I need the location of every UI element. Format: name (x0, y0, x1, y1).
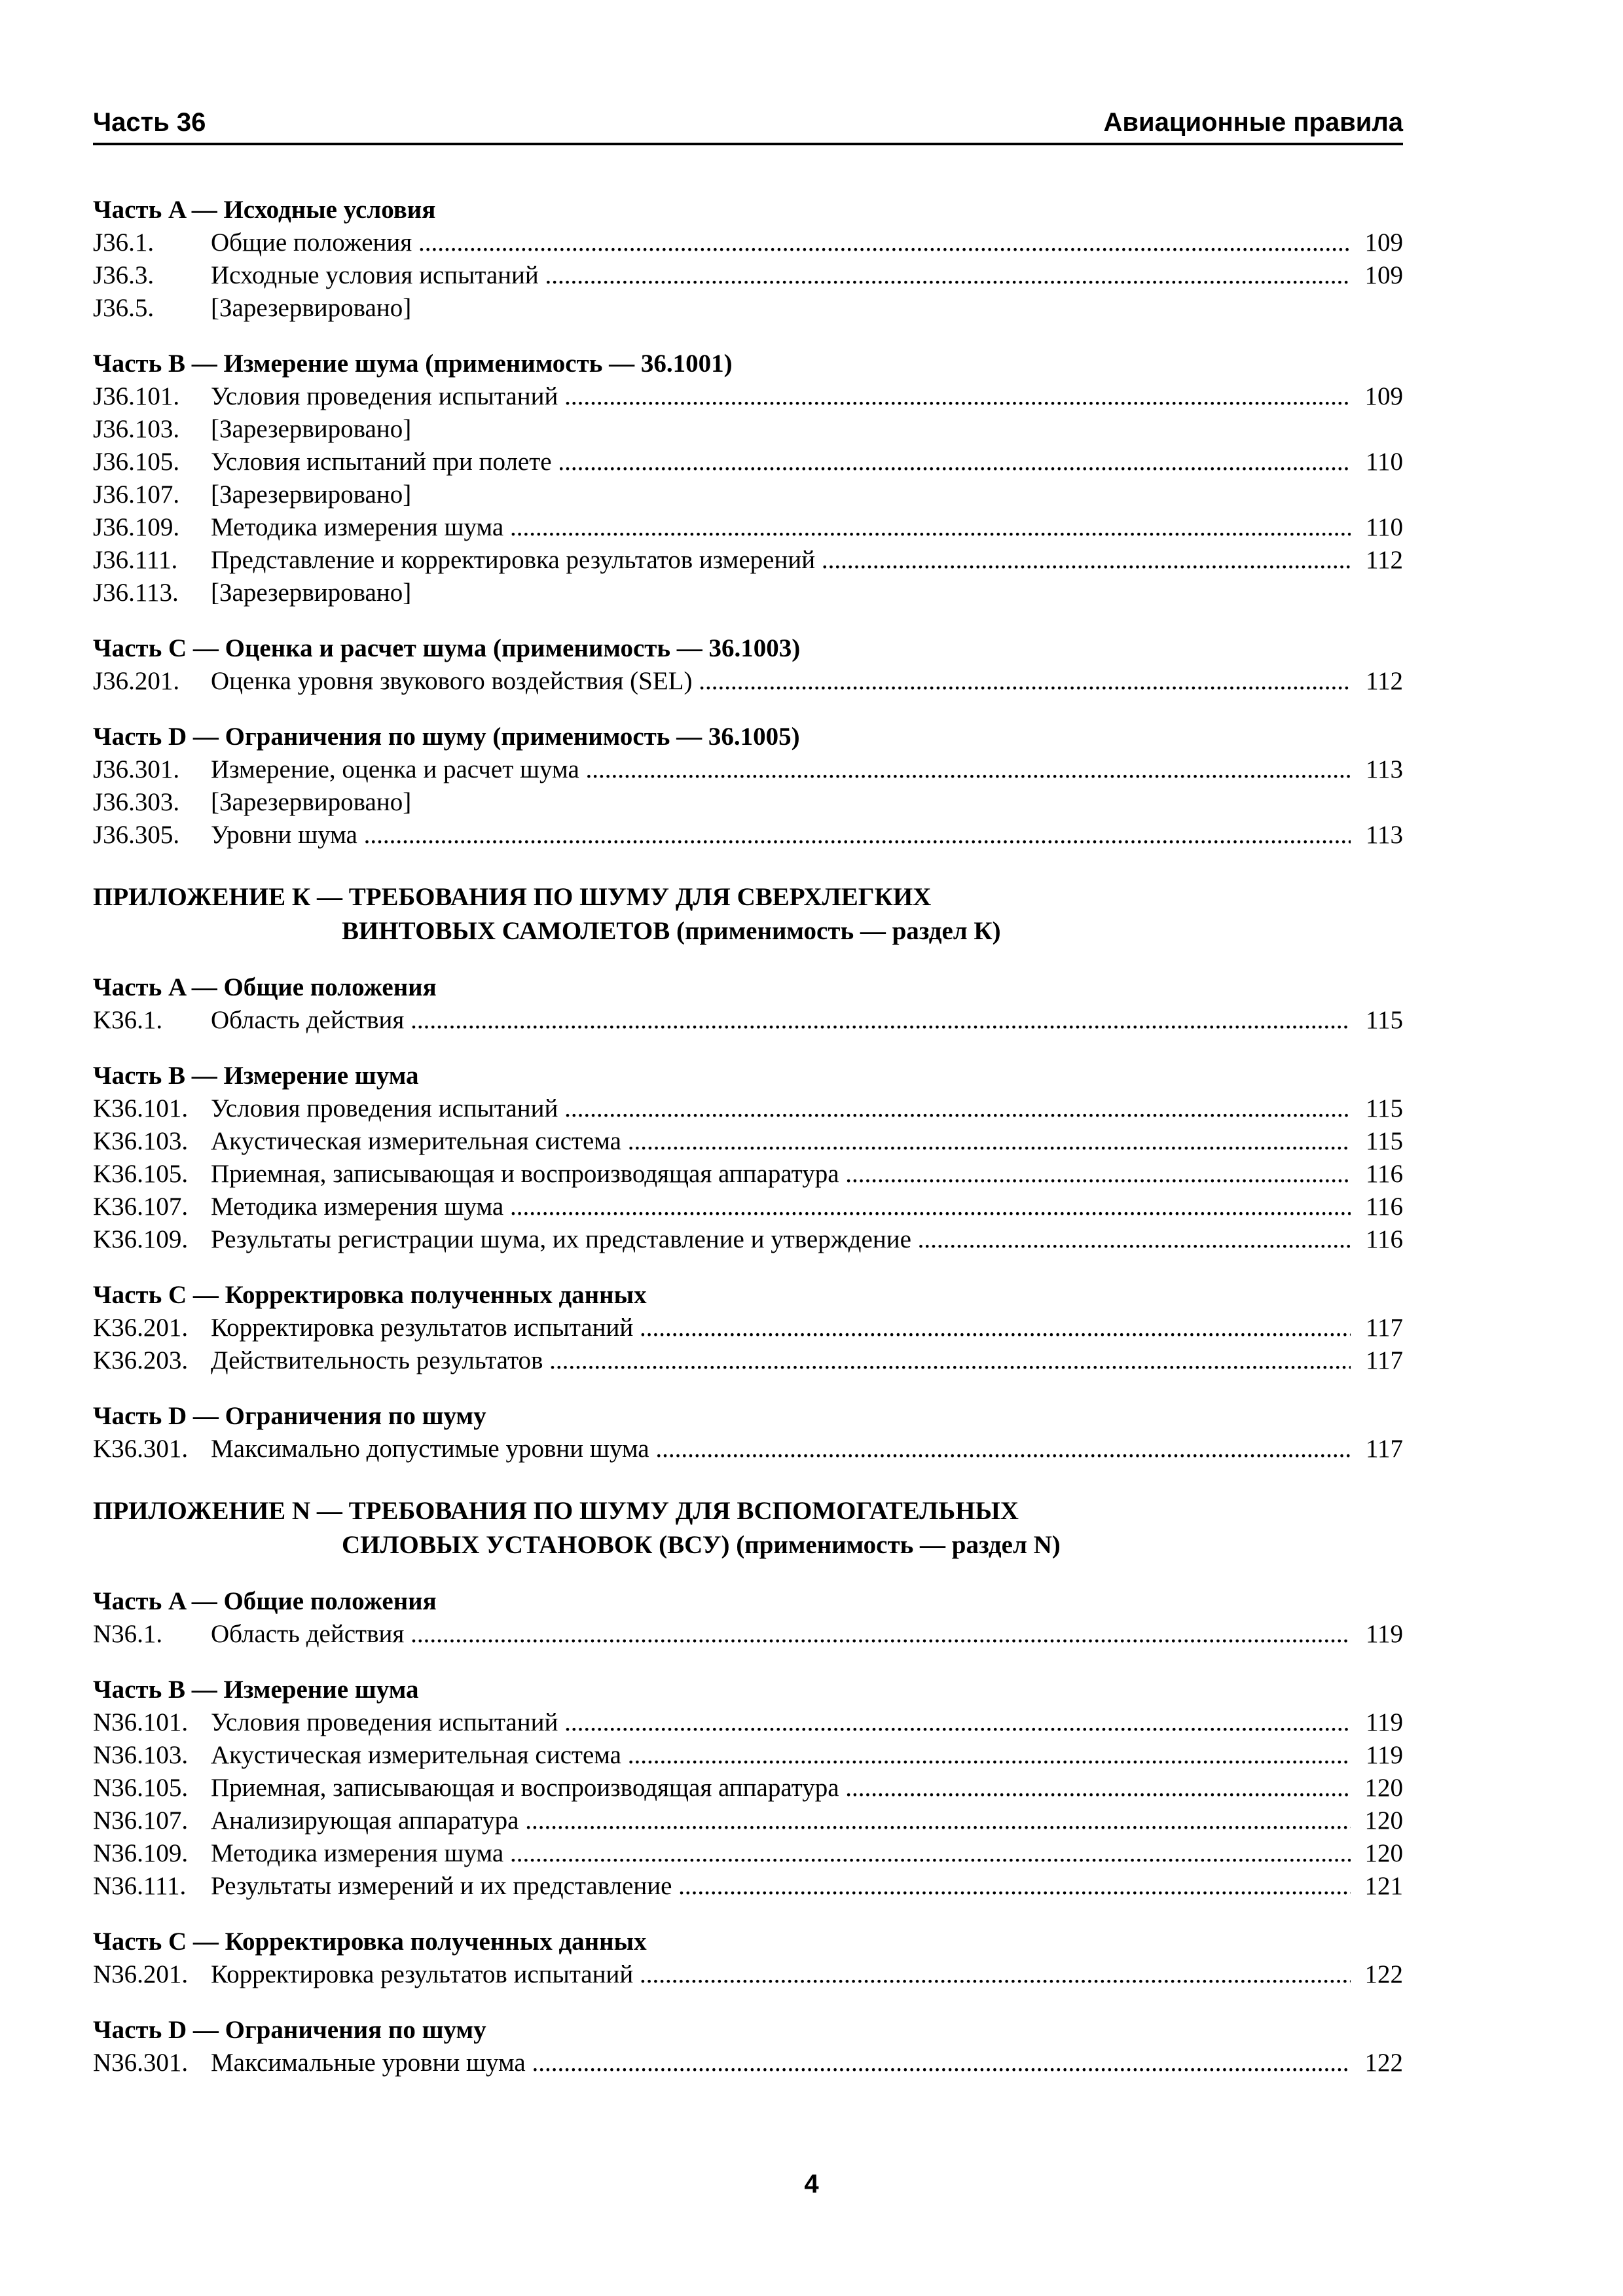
toc-entry-page: 112 (1365, 546, 1403, 574)
table-of-contents (93, 194, 1403, 2079)
toc-entry-number: J36.109. (93, 513, 180, 541)
toc-entry[interactable] (93, 577, 1403, 609)
header-part-label: Часть 36 (93, 108, 206, 137)
toc-entry[interactable] (93, 226, 1403, 259)
section-heading: Часть C — Оценка и расчет шума (применимость — 36.1003) (93, 634, 801, 662)
toc-entry-title: Исходные условия испытаний ..... (211, 259, 1351, 292)
toc-entry[interactable] (93, 511, 1403, 544)
toc-entry-number: N36.105. (93, 1774, 189, 1802)
toc-entry-number: N36.201. (93, 1960, 189, 1988)
toc-entry-page: 115 (1365, 1127, 1403, 1155)
toc-entry-title: Результаты измерений и их представление ..... (211, 1870, 1351, 1903)
toc-entry-number: N36.103. (93, 1741, 189, 1769)
toc-entry-page: 117 (1365, 1435, 1403, 1463)
toc-entry-number: K36.109. (93, 1225, 189, 1253)
toc-entry-number: K36.107. (93, 1193, 189, 1221)
toc-entry[interactable] (93, 413, 1403, 446)
toc-entry-page: 120 (1364, 1774, 1403, 1802)
toc-entry-page: 115 (1365, 1006, 1403, 1034)
toc-entry-number: J36.1. (93, 228, 155, 257)
appendix-heading-line2: ВИНТОВЫХ САМОЛЕТОВ (применимость — раздел К) (342, 917, 1001, 945)
toc-entry-title: Условия проведения испытаний ..... (211, 1092, 1351, 1125)
toc-entry-number: J36.105. (93, 448, 180, 476)
toc-entry-title: Условия проведения испытаний ..... (211, 380, 1351, 413)
toc-entry[interactable] (93, 1618, 1403, 1651)
toc-entry-title: Оценка уровня звукового воздействия (SEL) ..... (211, 665, 1351, 698)
appendix-heading-line1: ПРИЛОЖЕНИЕ N — ТРЕБОВАНИЯ ПО ШУМУ ДЛЯ ВСПОМОГАТЕЛЬНЫХ (93, 1497, 1019, 1525)
toc-entry-page: 121 (1364, 1872, 1403, 1900)
toc-entry-number: K36.103. (93, 1127, 189, 1155)
toc-entry-number: J36.3. (93, 261, 155, 289)
toc-entry-page: 113 (1365, 821, 1403, 849)
toc-entry-number: N36.109. (93, 1839, 189, 1867)
toc-entry-title: Методика измерения шума ..... (211, 1837, 1351, 1870)
toc-entry[interactable] (93, 1004, 1403, 1037)
toc-entry-title: Методика измерения шума ..... (211, 1191, 1351, 1223)
toc-entry-page: 119 (1365, 1741, 1403, 1769)
toc-entry[interactable] (93, 1837, 1403, 1870)
toc-entry-page: 110 (1365, 513, 1403, 541)
toc-entry-title: Область действия ..... (211, 1618, 1351, 1651)
toc-entry-number: J36.103. (93, 415, 180, 443)
toc-entry-title: Приемная, записывающая и воспроизводящая аппаратура ..... (211, 1158, 1351, 1191)
toc-entry-number: N36.101. (93, 1708, 189, 1736)
toc-entry[interactable] (93, 446, 1403, 478)
toc-entry-page: 116 (1365, 1193, 1403, 1221)
toc-entry[interactable] (93, 1772, 1403, 1804)
toc-entry-title: Анализирующая аппаратура ..... (211, 1804, 1351, 1837)
toc-entry-number: K36.301. (93, 1435, 189, 1463)
toc-entry-title: Область действия ..... (211, 1004, 1351, 1037)
toc-entry[interactable] (93, 1433, 1403, 1465)
toc-entry-number: N36.111. (93, 1872, 187, 1900)
toc-entry-page: 110 (1365, 448, 1403, 476)
toc-entry-number: J36.5. (93, 294, 155, 322)
toc-entry[interactable] (93, 753, 1403, 786)
section-heading: Часть D — Ограничения по шуму (93, 1402, 486, 1430)
toc-entry-title: Общие положения ..... (211, 226, 1351, 259)
appendix-heading-line2: СИЛОВЫХ УСТАНОВОК (ВСУ) (применимость — раздел N) (342, 1531, 1061, 1559)
toc-entry[interactable] (93, 380, 1403, 413)
toc-entry-page: 109 (1364, 228, 1403, 257)
toc-entry-title: Корректировка результатов испытаний ..... (211, 1312, 1351, 1344)
toc-entry-title: Уровни шума ..... (211, 819, 1351, 852)
section-heading: Часть D — Ограничения по шуму (применимость — 36.1005) (93, 723, 800, 751)
toc-entry-title: Представление и корректировка результатов измерений ..... (211, 544, 1351, 577)
toc-entry-page: 109 (1364, 261, 1403, 289)
toc-entry-page: 115 (1365, 1094, 1403, 1122)
toc-entry-number: K36.203. (93, 1346, 189, 1374)
toc-entry-number: J36.305. (93, 821, 180, 849)
toc-entry-number: J36.101. (93, 382, 180, 410)
toc-entry-page: 119 (1365, 1708, 1403, 1736)
toc-entry-page: 117 (1365, 1346, 1403, 1374)
page-number: 4 (804, 2170, 819, 2198)
toc-entry-page: 113 (1365, 755, 1403, 783)
toc-entry-title: Методика измерения шума ..... (211, 511, 1351, 544)
toc-entry[interactable] (93, 819, 1403, 852)
toc-entry-page: 117 (1365, 1314, 1403, 1342)
toc-entry-page: 120 (1364, 1806, 1403, 1835)
toc-entry[interactable] (93, 1344, 1403, 1377)
appendix-heading (93, 1494, 1403, 1562)
running-header (93, 105, 1403, 145)
toc-entry-title: Результаты регистрации шума, их представление и утверждение ..... (211, 1223, 1351, 1256)
toc-entry-number: N36.107. (93, 1806, 189, 1835)
toc-entry-page: 122 (1364, 1960, 1403, 1988)
toc-entry[interactable] (93, 1223, 1403, 1256)
toc-entry[interactable] (93, 1191, 1403, 1223)
toc-entry[interactable] (93, 1804, 1403, 1837)
toc-entry-title: [Зарезервировано] (211, 788, 412, 816)
toc-entry-title: Условия испытаний при полете ..... (211, 446, 1351, 478)
appendix-heading (93, 880, 1403, 948)
toc-entry-number: K36.201. (93, 1314, 189, 1342)
toc-entry-title: Корректировка результатов испытаний ..... (211, 1958, 1351, 1991)
toc-entry-number: N36.1. (93, 1620, 163, 1648)
toc-entry[interactable] (93, 1739, 1403, 1772)
section-heading: Часть B — Измерение шума (93, 1676, 419, 1704)
toc-entry[interactable] (93, 1312, 1403, 1344)
toc-entry-page: 120 (1364, 1839, 1403, 1867)
toc-entry-page: 116 (1365, 1225, 1403, 1253)
toc-entry-title: Условия проведения испытаний ..... (211, 1706, 1351, 1739)
toc-entry-number: J36.107. (93, 480, 180, 509)
section-heading: Часть C — Корректировка полученных данных (93, 1281, 647, 1309)
toc-entry[interactable] (93, 544, 1403, 577)
header-title: Авиационные правила (1103, 108, 1403, 137)
toc-entry-number: J36.301. (93, 755, 180, 783)
toc-entry[interactable] (93, 259, 1403, 292)
toc-entry-title: Максимальные уровни шума ..... (211, 2047, 1351, 2079)
toc-entry-number: J36.201. (93, 667, 180, 695)
toc-entry-page: 112 (1365, 667, 1403, 695)
toc-entry[interactable] (93, 1706, 1403, 1739)
section-heading: Часть A — Общие положения (93, 973, 437, 1001)
toc-entry-number: K36.105. (93, 1160, 189, 1188)
toc-entry-number: J36.113. (93, 579, 179, 607)
section-heading: Часть D — Ограничения по шуму (93, 2016, 486, 2044)
toc-entry-page: 122 (1364, 2049, 1403, 2077)
toc-entry-page: 109 (1364, 382, 1403, 410)
toc-entry[interactable] (93, 786, 1403, 819)
toc-entry-page: 119 (1365, 1620, 1403, 1648)
toc-entry-title: [Зарезервировано] (211, 294, 412, 322)
toc-entry[interactable] (93, 1158, 1403, 1191)
toc-entry-title: Приемная, записывающая и воспроизводящая аппаратура ..... (211, 1772, 1351, 1804)
toc-entry[interactable] (93, 1125, 1403, 1158)
toc-entry[interactable] (93, 1092, 1403, 1125)
toc-entry-title: Максимально допустимые уровни шума ..... (211, 1433, 1351, 1465)
toc-entry-page: 116 (1365, 1160, 1403, 1188)
toc-entry-title: [Зарезервировано] (211, 415, 412, 443)
toc-entry-number: J36.111. (93, 546, 178, 574)
section-heading: Часть B — Измерение шума (применимость — 36.1001) (93, 350, 733, 378)
section-heading: Часть C — Корректировка полученных данных (93, 1928, 647, 1956)
toc-entry-number: K36.1. (93, 1006, 163, 1034)
toc-entry[interactable] (93, 1958, 1403, 1991)
toc-entry-title: Действительность результатов ..... (211, 1344, 1351, 1377)
toc-entry-title: Акустическая измерительная система ..... (211, 1739, 1351, 1772)
appendix-heading-line1: ПРИЛОЖЕНИЕ К — ТРЕБОВАНИЯ ПО ШУМУ ДЛЯ СВЕРХЛЕГКИХ (93, 883, 932, 911)
toc-entry-title: Измерение, оценка и расчет шума ..... (211, 753, 1351, 786)
toc-entry[interactable] (93, 292, 1403, 325)
toc-entry[interactable] (93, 665, 1403, 698)
toc-entry[interactable] (93, 2047, 1403, 2079)
toc-entry[interactable] (93, 1870, 1403, 1903)
toc-entry-number: K36.101. (93, 1094, 189, 1122)
toc-entry-title: Акустическая измерительная система ..... (211, 1125, 1351, 1158)
toc-entry-title: [Зарезервировано] (211, 579, 412, 607)
toc-entry-title: [Зарезервировано] (211, 480, 412, 509)
section-heading: Часть B — Измерение шума (93, 1062, 419, 1090)
section-heading: Часть A — Исходные условия (93, 196, 436, 224)
section-heading: Часть A — Общие положения (93, 1587, 437, 1615)
toc-entry-number: J36.303. (93, 788, 180, 816)
toc-entry[interactable] (93, 478, 1403, 511)
toc-entry-number: N36.301. (93, 2049, 189, 2077)
